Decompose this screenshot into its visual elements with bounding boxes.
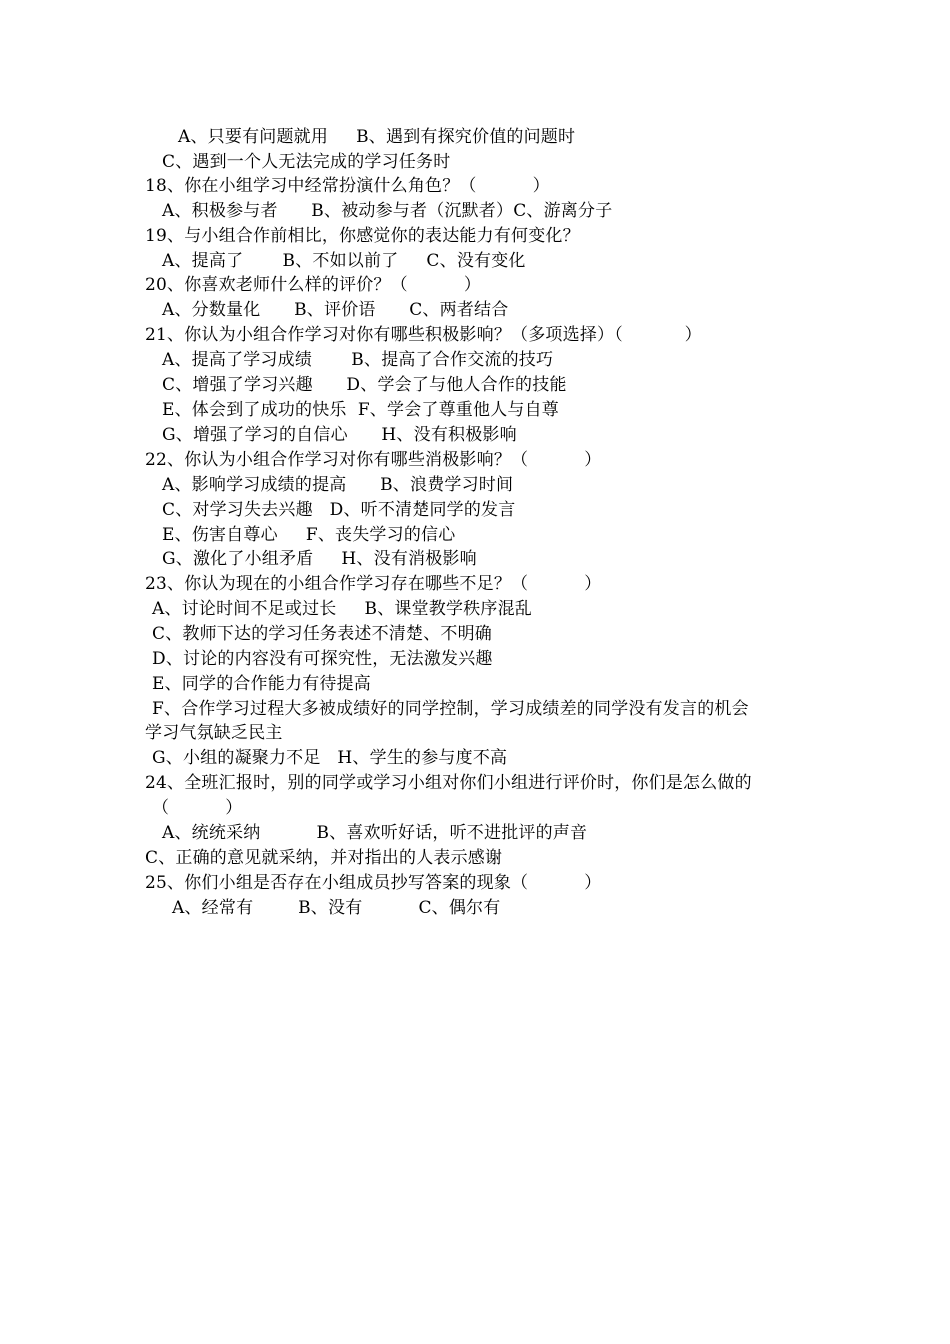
- q23-option-c: C、教师下达的学习任务表述不清楚、不明确: [152, 624, 493, 644]
- q22-option-ef: E、伤害自尊心 F、丧失学习的信心: [162, 525, 456, 545]
- q23-option-ab: A、讨论时间不足或过长 B、课堂教学秩序混乱: [152, 599, 532, 619]
- q22-option-gh: G、激化了小组矛盾 H、没有消极影响: [162, 549, 477, 569]
- q23-option-e: E、同学的合作能力有待提高: [152, 674, 372, 694]
- q19-options: A、提高了 B、不如以前了 C、没有变化: [162, 251, 526, 271]
- question-20: 20、你喜欢老师什么样的评价？（ ）: [145, 275, 482, 295]
- q20-options: A、分数量化 B、评价语 C、两者结合: [162, 300, 509, 320]
- q18-options: A、积极参与者 B、被动参与者（沉默者）C、游离分子: [162, 201, 613, 221]
- question-18: 18、你在小组学习中经常扮演什么角色？（ ）: [145, 176, 550, 196]
- q21-option-ab: A、提高了学习成绩 B、提高了合作交流的技巧: [162, 350, 554, 370]
- q17-option-line-2: C、遇到一个人无法完成的学习任务时: [162, 152, 451, 172]
- question-21: 21、你认为小组合作学习对你有哪些积极影响？（多项选择）（ ）: [145, 325, 702, 345]
- q24-option-ab: A、统统采纳 B、喜欢听好话，听不进批评的声音: [162, 823, 588, 843]
- question-23: 23、你认为现在的小组合作学习存在哪些不足？（ ）: [145, 574, 602, 594]
- q24-option-c: C、正确的意见就采纳，并对指出的人表示感谢: [145, 848, 503, 868]
- q23-option-f-continued: 学习气氛缺乏民主: [145, 723, 283, 743]
- q17-option-line-1: A、只要有问题就用 B、遇到有探究价值的问题时: [178, 127, 576, 147]
- q21-option-cd: C、增强了学习兴趣 D、学会了与他人合作的技能: [162, 375, 567, 395]
- q23-option-f: F、合作学习过程大多被成绩好的同学控制，学习成绩差的同学没有发言的机会: [152, 699, 749, 719]
- q23-option-gh: G、小组的凝聚力不足 H、学生的参与度不高: [152, 748, 508, 768]
- q25-options: A、经常有 B、没有 C、偶尔有: [172, 898, 501, 918]
- q21-option-ef: E、体会到了成功的快乐 F、学会了尊重他人与自尊: [162, 400, 560, 420]
- q21-option-gh: G、增强了学习的自信心 H、没有积极影响: [162, 425, 517, 445]
- q22-option-ab: A、影响学习成绩的提高 B、浪费学习时间: [162, 475, 514, 495]
- q22-option-cd: C、对学习失去兴趣 D、听不清楚同学的发言: [162, 500, 516, 520]
- q24-answer-blank: （ ）: [152, 798, 243, 818]
- question-24: 24、全班汇报时，别的同学或学习小组对你们小组进行评价时，你们是怎么做的: [145, 773, 752, 793]
- question-19: 19、与小组合作前相比，你感觉你的表达能力有何变化？: [145, 226, 580, 246]
- question-22: 22、你认为小组合作学习对你有哪些消极影响？（ ）: [145, 450, 602, 470]
- question-25: 25、你们小组是否存在小组成员抄写答案的现象（ ）: [145, 873, 602, 893]
- q23-option-d: D、讨论的内容没有可探究性，无法激发兴趣: [152, 649, 493, 669]
